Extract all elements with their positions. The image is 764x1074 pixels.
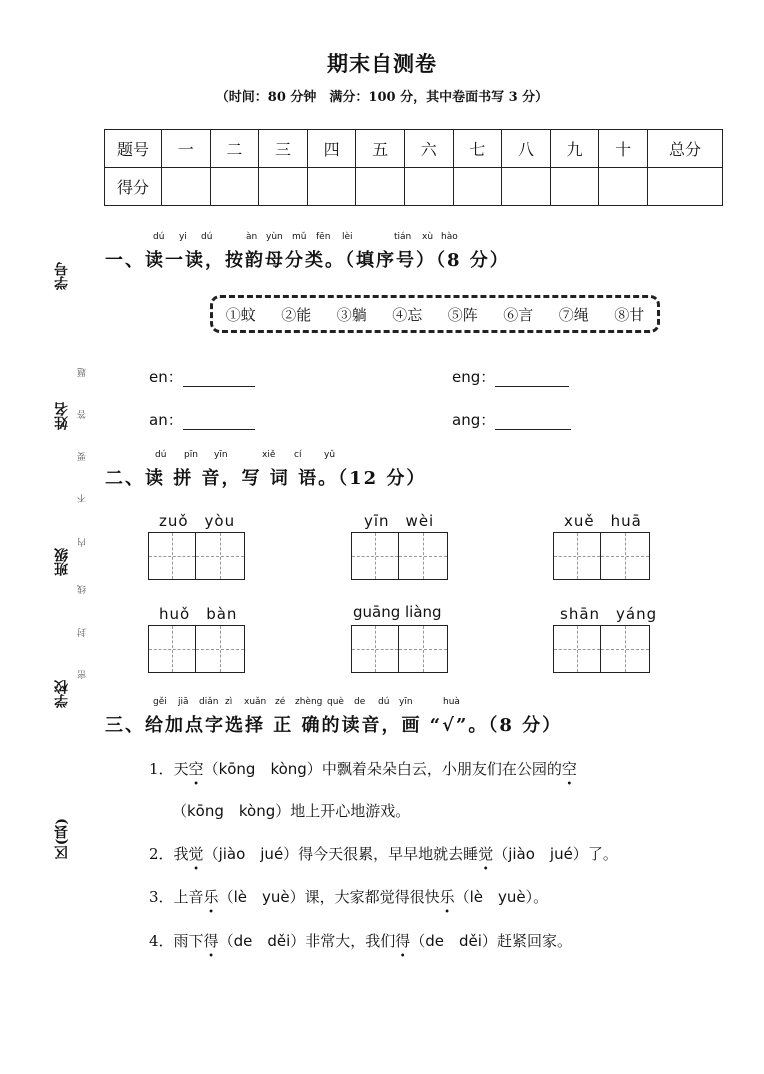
pinyin-annotation: cí [294, 450, 302, 460]
writing-grid[interactable] [553, 532, 650, 580]
pinyin-options[interactable]: （kōng kòng） [172, 802, 291, 820]
question-text: 地上开心地游戏。 [290, 802, 411, 820]
pinyin-annotation: dú [155, 450, 167, 460]
grid-cell[interactable] [351, 625, 399, 673]
word-option: ⑧甘 [614, 305, 645, 324]
grid-cell[interactable] [399, 532, 448, 580]
seal-char: 线 [78, 585, 88, 594]
word-pinyin: yīn wèi [364, 512, 435, 530]
section1-heading: 一、读一读，按韵母分类。（填序号）（8 分） [105, 250, 510, 271]
question-3 [149, 886, 548, 907]
answer-row-eng [452, 366, 569, 387]
dotted-char: 得 [395, 932, 411, 950]
pinyin-annotation: àn [246, 232, 258, 242]
word-choice-box [210, 295, 660, 333]
word-option: ②能 [281, 305, 312, 324]
district-label: 区(县) [54, 818, 70, 860]
rhyme-label: eng： [452, 368, 496, 386]
pinyin-annotation: de [354, 697, 366, 707]
dotted-char: 觉 [478, 845, 494, 863]
grid-cell[interactable] [196, 532, 245, 580]
pinyin-options[interactable]: （lè yuè） [454, 888, 534, 906]
exam-info: （时间：80 分钟 满分：100 分，其中卷面书写 3 分） [215, 90, 549, 105]
word-pinyin: huǒ bàn [159, 605, 238, 623]
pinyin-annotation: hào [441, 232, 458, 242]
writing-grid[interactable] [351, 625, 448, 673]
dotted-char: 乐 [439, 888, 455, 906]
word-option: ⑥言 [503, 305, 534, 324]
word-option: ③躺 [336, 305, 367, 324]
pinyin-annotation: dú [378, 697, 390, 707]
pinyin-annotation: zé [275, 697, 286, 707]
class-label: 班级 [54, 548, 70, 576]
rhyme-label: en： [149, 368, 183, 386]
pinyin-options[interactable]: （lè yuè） [218, 888, 305, 906]
question-text: 。 [533, 888, 549, 906]
grid-cell[interactable] [601, 625, 650, 673]
answer-blank[interactable] [495, 413, 571, 430]
table-cell: 得分 [105, 168, 162, 206]
question-text: 1．天 [149, 760, 189, 778]
pinyin-annotation: yi [179, 232, 187, 242]
pinyin-options[interactable]: （de děi） [410, 932, 497, 950]
answer-blank[interactable] [183, 370, 255, 387]
dotted-char: 得 [203, 932, 219, 950]
pinyin-annotation: zì [225, 697, 233, 707]
pinyin-options[interactable]: （de děi） [218, 932, 306, 950]
word-pinyin: xuě huā [564, 512, 642, 530]
pinyin-annotation: pīn [184, 450, 198, 460]
table-cell: 三 [259, 130, 308, 168]
section3-heading: 三、给加点字选择 正 确的读音，画 “√”。（8 分） [105, 715, 563, 736]
grid-cell[interactable] [148, 532, 196, 580]
pinyin-annotation: xuǎn [244, 697, 267, 707]
grid-cell[interactable] [351, 532, 399, 580]
grid-cell[interactable] [196, 625, 245, 673]
table-cell: 总分 [648, 130, 723, 168]
pinyin-annotation: mǔ [292, 232, 307, 242]
question-1-line-1 [149, 758, 577, 779]
name-label: 姓名 [54, 402, 70, 430]
pinyin-annotation: xiě [262, 450, 276, 460]
seal-char: 密 [78, 670, 88, 679]
pinyin-annotation: diǎn [199, 697, 219, 707]
word-option: ⑦绳 [558, 305, 589, 324]
word-pinyin: guāng liàng [353, 603, 442, 621]
score-input-cell[interactable] [648, 168, 723, 206]
score-input-cell[interactable] [162, 168, 211, 206]
pinyin-annotation: yīn [399, 697, 413, 707]
table-cell: 二 [210, 130, 259, 168]
page-title: 期末自测卷 [327, 51, 437, 76]
table-cell: 六 [404, 130, 453, 168]
pinyin-annotation: zhèng [295, 697, 323, 707]
question-4 [149, 930, 572, 951]
table-cell: 五 [356, 130, 405, 168]
score-input-cell[interactable] [404, 168, 453, 206]
score-table-score-row [105, 168, 723, 206]
dotted-char: 觉 [188, 845, 204, 863]
pinyin-options[interactable]: （jiào jué） [203, 845, 299, 863]
word-pinyin: zuǒ yòu [159, 512, 236, 530]
question-text: 中飘着朵朵白云，小朋友们在公园的 [321, 760, 562, 778]
question-text: 2．我 [149, 845, 189, 863]
pinyin-options[interactable]: （kōng kòng） [203, 760, 322, 778]
score-input-cell[interactable] [210, 168, 259, 206]
answer-blank[interactable] [495, 370, 569, 387]
table-cell: 八 [502, 130, 551, 168]
seal-char: 答 [78, 410, 88, 419]
word-option: ①蚊 [225, 305, 256, 324]
dotted-char: 乐 [203, 888, 219, 906]
score-table-header-row [105, 130, 723, 168]
word-pinyin: shān yáng [560, 605, 658, 623]
seal-char: 题 [78, 368, 88, 377]
question-text: 得今天很累，早早地就去睡 [298, 845, 479, 863]
rhyme-label: ang： [452, 411, 496, 429]
pinyin-annotation: dú [201, 232, 213, 242]
grid-cell[interactable] [399, 625, 448, 673]
score-input-cell[interactable] [453, 168, 502, 206]
question-text: 课，大家都觉得很快 [304, 888, 440, 906]
rhyme-label: an： [149, 411, 183, 429]
table-cell: 十 [599, 130, 648, 168]
writing-grid[interactable] [553, 625, 650, 673]
writing-grid[interactable] [148, 625, 245, 673]
grid-cell[interactable] [553, 625, 601, 673]
seal-char: 不 [78, 494, 88, 503]
pinyin-annotation: gěi [153, 697, 167, 707]
grid-cell[interactable] [601, 532, 650, 580]
seal-char: 要 [78, 452, 88, 461]
question-text: 赶紧回家。 [496, 932, 572, 950]
score-input-cell[interactable] [356, 168, 405, 206]
question-text: 非常大，我们 [305, 932, 396, 950]
question-1-line-2 [172, 800, 410, 821]
pinyin-annotation: fēn [316, 232, 331, 242]
word-option: ④忘 [392, 305, 423, 324]
table-cell: 一 [162, 130, 211, 168]
pinyin-annotation: dú [153, 232, 165, 242]
writing-grid[interactable] [148, 532, 245, 580]
answer-row-an [149, 409, 255, 430]
score-input-cell[interactable] [599, 168, 648, 206]
pinyin-options[interactable]: （jiào jué） [493, 845, 588, 863]
table-cell: 九 [550, 130, 599, 168]
seal-char: 封 [78, 628, 88, 637]
pinyin-annotation: jiā [178, 697, 189, 707]
table-cell: 四 [307, 130, 356, 168]
score-input-cell[interactable] [307, 168, 356, 206]
score-input-cell[interactable] [502, 168, 551, 206]
pinyin-annotation: yǔ [324, 450, 336, 460]
pinyin-annotation: yīn [214, 450, 228, 460]
score-input-cell[interactable] [550, 168, 599, 206]
answer-blank[interactable] [183, 413, 255, 430]
pinyin-annotation: xù [422, 232, 434, 242]
question-text: 3．上音 [149, 888, 204, 906]
dotted-char: 空 [561, 760, 577, 778]
question-text: 4．雨下 [149, 932, 204, 950]
word-option: ⑤阵 [447, 305, 478, 324]
student-id-label: 学号 [54, 262, 70, 290]
question-text: 了。 [587, 845, 618, 863]
answer-row-en [149, 366, 255, 387]
score-input-cell[interactable] [259, 168, 308, 206]
pinyin-annotation: huà [443, 697, 460, 707]
table-cell: 题号 [105, 130, 162, 168]
score-table [104, 129, 723, 206]
pinyin-annotation: tián [394, 232, 412, 242]
grid-cell[interactable] [553, 532, 601, 580]
answer-row-ang [452, 409, 571, 430]
section2-heading: 二、读 拼 音，写 词 语。（12 分） [105, 468, 427, 489]
writing-grid[interactable] [351, 532, 448, 580]
school-label: 学校 [54, 680, 70, 708]
seal-char: 内 [78, 538, 88, 547]
pinyin-annotation: què [327, 697, 344, 707]
pinyin-annotation: yùn [266, 232, 283, 242]
question-2 [149, 843, 618, 864]
table-cell: 七 [453, 130, 502, 168]
grid-cell[interactable] [148, 625, 196, 673]
dotted-char: 空 [188, 760, 204, 778]
pinyin-annotation: lèi [342, 232, 353, 242]
